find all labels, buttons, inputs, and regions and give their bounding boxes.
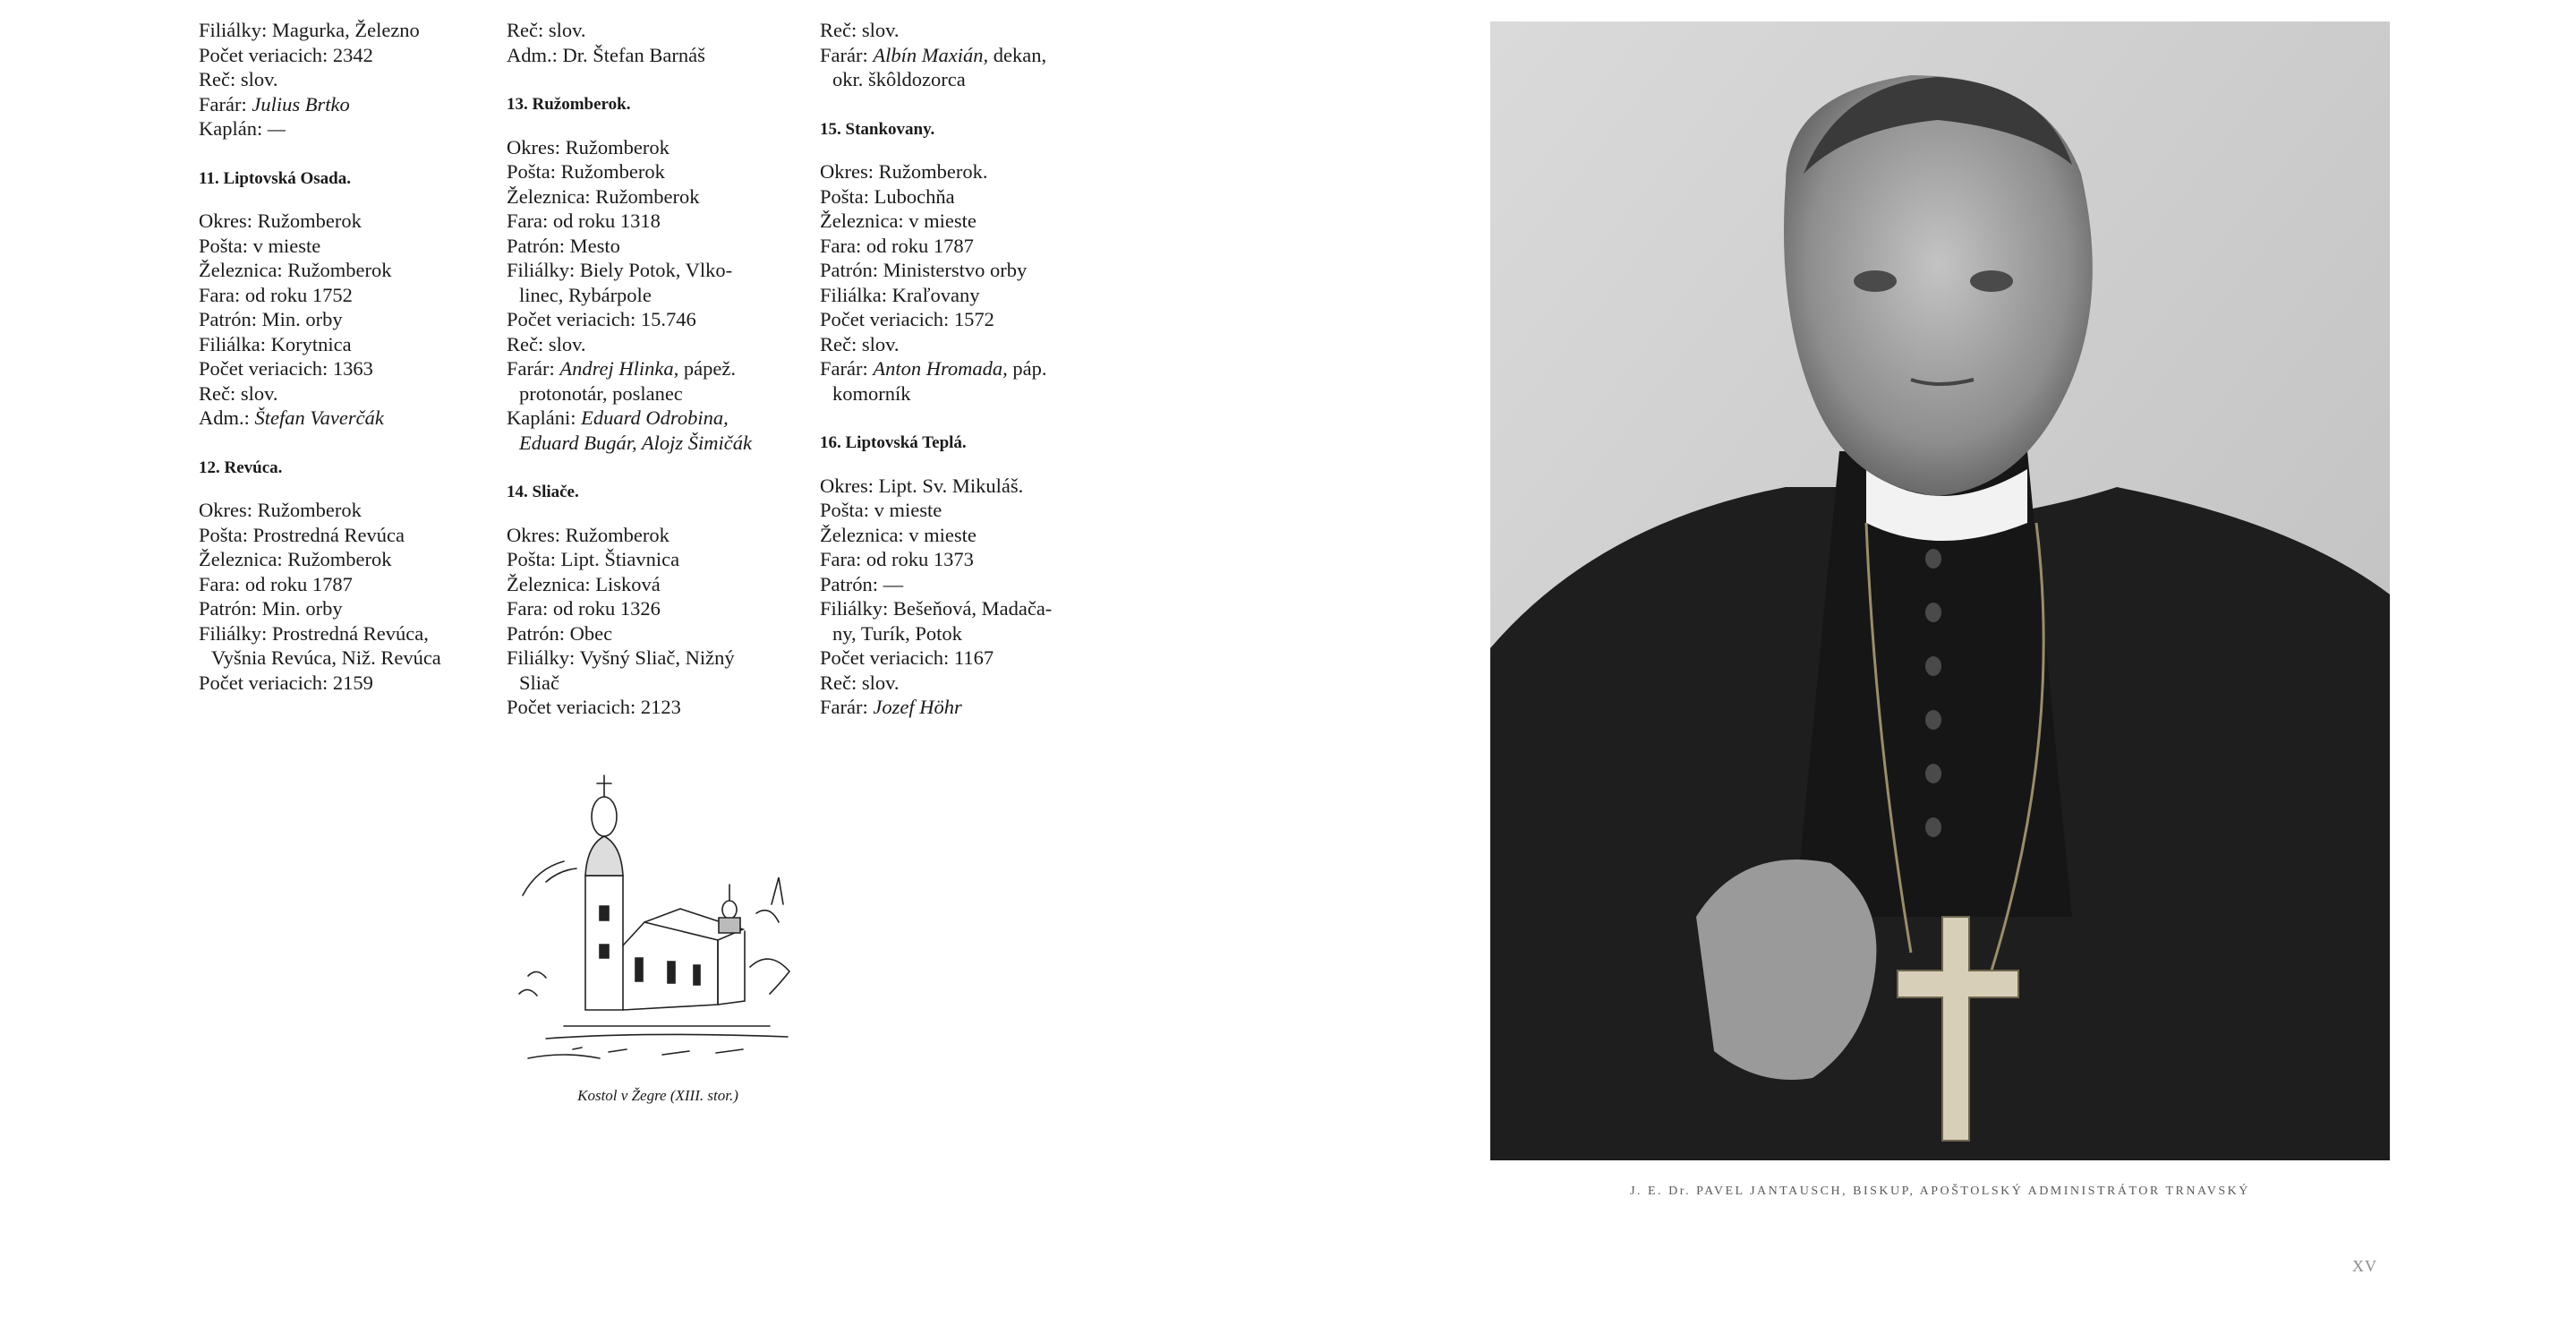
entry-line: Reč: slov. xyxy=(199,68,278,90)
entry-line: Filiálky: Vyšný Sliač, Nižný xyxy=(507,646,735,669)
entry-line: Železnica: Lisková xyxy=(507,572,661,595)
entry-row xyxy=(199,92,508,117)
parish-heading: 14. Sliače. xyxy=(507,483,579,501)
entry-line: ny, Turík, Potok xyxy=(832,621,962,645)
entry-line: Počet veriacich: 2342 xyxy=(199,43,373,66)
parish-heading: 15. Stankovany. xyxy=(820,119,935,139)
entry-line: Okres: Ružomberok xyxy=(507,523,670,546)
entry-row xyxy=(507,431,815,456)
row-name: Anton Hromada, xyxy=(873,357,1008,380)
entry-line: Filiálka: Korytnica xyxy=(199,332,352,355)
entry-line: Pošta: Prostredná Revúca xyxy=(199,523,405,546)
sketch-caption: Kostol v Žegre (XIII. stor.) xyxy=(577,1087,738,1104)
row-name: Štefan Vaverčák xyxy=(254,406,384,429)
row-label: Farár: xyxy=(820,43,874,66)
entry-line: Železnica: Ružomberok xyxy=(199,548,392,570)
entry-row xyxy=(820,695,1129,720)
row-name: Julius Brtko xyxy=(252,92,350,115)
entry-line: Železnica: Ružomberok xyxy=(507,184,700,208)
row-suffix: pápež. xyxy=(678,357,736,380)
entry-row xyxy=(820,67,1129,92)
row-suffix: protonotár, poslanec xyxy=(519,381,683,405)
entry-row xyxy=(820,356,1129,381)
entry-line: Filiálka: Kraľovany xyxy=(820,283,980,306)
entry-line: Pošta: Ružomberok xyxy=(507,160,665,183)
row-suffix: páp. xyxy=(1007,357,1047,380)
entry-row xyxy=(199,116,508,141)
row-label: Kaplán: xyxy=(199,117,268,140)
church-sketch xyxy=(510,770,806,1074)
entry-line: Počet veriacich: 1572 xyxy=(820,308,994,330)
row-suffix: dekan, xyxy=(988,43,1047,66)
entry-line: Fara: od roku 1373 xyxy=(820,548,974,570)
row-label: Adm.: xyxy=(199,406,255,429)
entry-line: Patrón: Ministerstvo orby xyxy=(820,259,1028,281)
entry-row xyxy=(507,406,815,431)
entry-line: Reč: slov. xyxy=(507,332,586,355)
entry-line: Filiálky: Prostredná Revúca, xyxy=(199,621,429,645)
entry-line: Fara: od roku 1318 xyxy=(507,210,661,232)
portrait-photo xyxy=(1490,21,2390,1160)
row-name: Albín Maxián, xyxy=(873,43,989,66)
parish-heading: 12. Revúca. xyxy=(199,458,283,477)
entry-line: Reč: slov. xyxy=(820,671,900,694)
entry-line: Fara: od roku 1752 xyxy=(199,283,353,306)
row-label: Farár: xyxy=(507,357,560,380)
entry-line: Fara: od roku 1326 xyxy=(507,597,661,620)
entry-line: Okres: Ružomberok xyxy=(199,499,362,521)
entry-line: Reč: slov. xyxy=(820,19,900,41)
entry-line: Železnica: v mieste xyxy=(820,523,977,546)
entry-line: Okres: Ružomberok. xyxy=(820,160,988,183)
entry-line: Patrón: Obec xyxy=(507,621,613,645)
entry-row xyxy=(820,43,1129,68)
row-label: Kapláni: xyxy=(507,406,582,429)
row-suffix: okr. škôldozorca xyxy=(832,68,966,90)
entry-line: Pošta: v mieste xyxy=(820,499,943,521)
parish-heading: 11. Liptovská Osada. xyxy=(199,168,351,188)
row-suffix: komorník xyxy=(832,381,911,405)
entry-line: Patrón: Min. orby xyxy=(199,597,343,620)
entry-line: Počet veriacich: 15.746 xyxy=(507,308,696,330)
text-column-1 xyxy=(199,18,508,695)
entry-line: Fara: od roku 1787 xyxy=(820,234,974,257)
row-label: Farár: xyxy=(199,92,252,115)
entry-row xyxy=(507,356,815,381)
entry-line: Okres: Ružomberok xyxy=(507,135,670,158)
entry-line: Sliač xyxy=(519,671,559,694)
entry-line: Fara: od roku 1787 xyxy=(199,572,353,595)
text-column-2 xyxy=(507,18,815,720)
entry-line: Počet veriacich: 1363 xyxy=(199,357,373,380)
row-label: Farár: xyxy=(820,696,874,718)
entry-line: Patrón: Min. orby xyxy=(199,308,343,330)
entry-row xyxy=(199,406,508,431)
entry-line: Okres: Lipt. Sv. Mikuláš. xyxy=(820,474,1024,497)
row-label: Farár: xyxy=(820,357,874,380)
page-number: XV xyxy=(2352,1257,2377,1275)
entry-line: Počet veriacich: 1167 xyxy=(820,646,994,669)
entry-line: linec, Rybárpole xyxy=(519,283,652,306)
entry-line: Filiálky: Bešeňová, Madača- xyxy=(820,597,1053,620)
entry-line: Reč: slov. xyxy=(820,332,900,355)
portrait-caption: J. E. Dr. PAVEL JANTAUSCH, BISKUP, APOŠTOLSKÝ ADMINISTRÁTOR TRNAVSKÝ xyxy=(1630,1185,2250,1198)
entry-line: Vyšnia Revúca, Niž. Revúca xyxy=(211,646,441,669)
entry-row xyxy=(820,381,1129,406)
entry-line: Patrón: — xyxy=(820,572,904,595)
entry-row xyxy=(507,381,815,406)
entry-line: Pošta: Lipt. Štiavnica xyxy=(507,548,680,570)
entry-line: Filiálky: Biely Potok, Vlko- xyxy=(507,259,733,281)
entry-line: Reč: slov. xyxy=(199,381,278,405)
text-column-3 xyxy=(820,18,1129,720)
entry-line: Počet veriacich: 2159 xyxy=(199,671,373,694)
entry-line: Filiálky: Magurka, Železno xyxy=(199,19,420,41)
entry-line: Železnica: v mieste xyxy=(820,210,977,232)
row-name: Andrej Hlinka, xyxy=(559,357,679,380)
entry-line: Pošta: Lubochňa xyxy=(820,184,955,208)
entry-line: Patrón: Mesto xyxy=(507,234,620,257)
row-name: — xyxy=(267,117,286,140)
parish-heading: 13. Ružomberok. xyxy=(507,95,631,114)
row-name: Jozef Höhr xyxy=(873,696,962,718)
row-name: Eduard Bugár, Alojz Šimičák xyxy=(519,431,752,454)
entry-line: Pošta: v mieste xyxy=(199,234,321,257)
entry-line: Okres: Ružomberok xyxy=(199,210,362,232)
entry-line: Počet veriacich: 2123 xyxy=(507,696,681,718)
parish-heading: 16. Liptovská Teplá. xyxy=(820,433,967,452)
entry-line: Reč: slov. xyxy=(507,19,586,41)
row-name: Eduard Odrobina, xyxy=(581,406,729,429)
entry-line: Železnica: Ružomberok xyxy=(199,259,392,281)
entry-line: Adm.: Dr. Štefan Barnáš xyxy=(507,43,705,66)
